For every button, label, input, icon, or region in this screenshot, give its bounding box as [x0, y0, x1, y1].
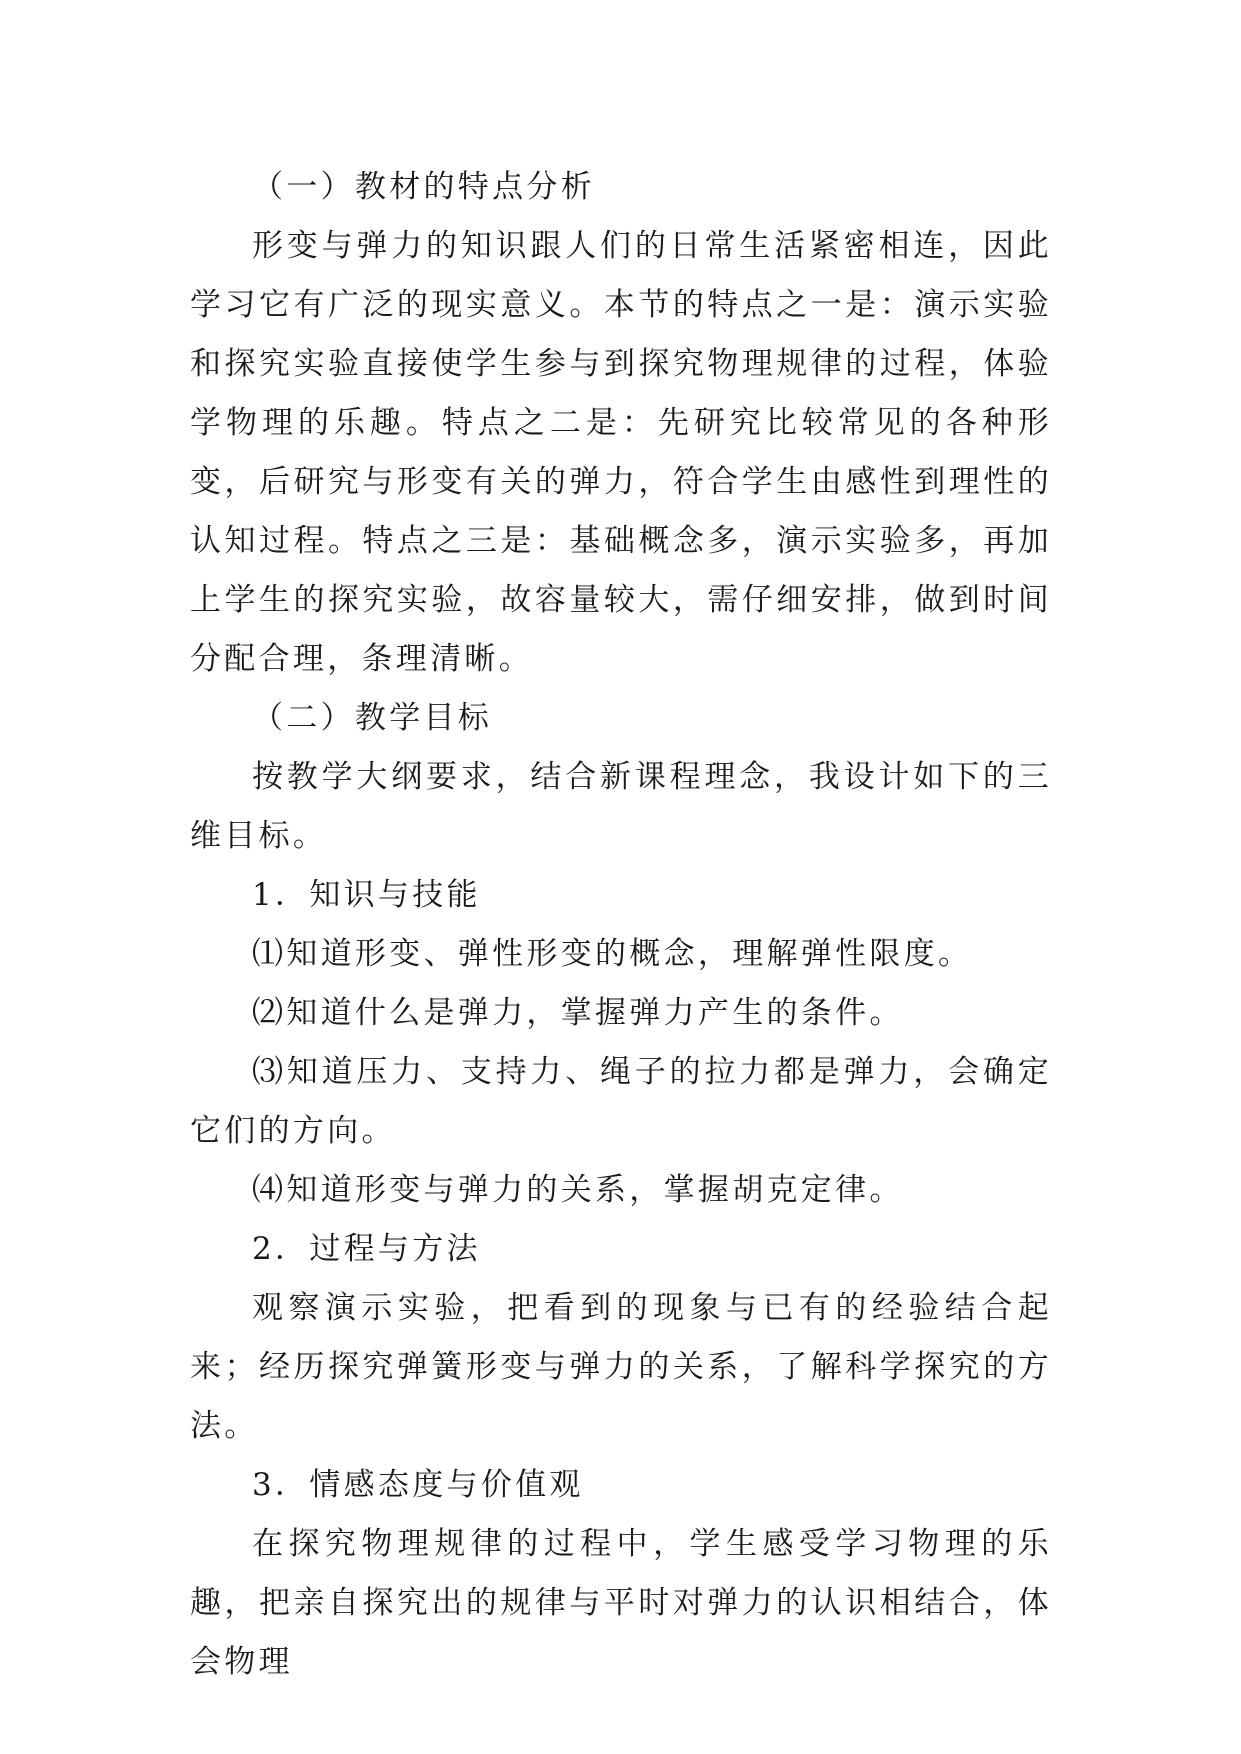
- section2-intro: 按教学大纲要求，结合新课程理念，我设计如下的三维目标。: [190, 759, 1052, 854]
- section1-heading: （一）教材的特点分析: [252, 169, 595, 205]
- goal2-paragraph: 观察演示实验，把看到的现象与已有的经验结合起来；经历探究弹簧形变与弹力的关系，了解科学探究的方法。: [190, 1290, 1052, 1444]
- section1-paragraph: 形变与弹力的知识跟人们的日常生活紧密相连，因此学习它有广泛的现实意义。本节的特点之一是：演示实验和探究实验直接使学生参与到探究物理规律的过程，体验学物理的乐趣。特点之二是：先研究比较常见的各种形变，后研究与形变有关的弹力，符合学生由感性到理性的认知过程。特点之三是：基础概念多，演示实验多，再加上学生的探究实验，故容量较大，需仔细安排，做到时间分配合理，条理清晰。: [190, 228, 1052, 677]
- goal2-heading: 2．过程与方法: [252, 1231, 481, 1267]
- goal1-heading: 1．知识与技能: [252, 877, 481, 913]
- goal3-heading: 3．情感态度与价值观: [252, 1467, 584, 1503]
- goal1-item-2: ⑵知道什么是弹力，掌握弹力产生的条件。: [252, 995, 904, 1031]
- goal1-item-3: ⑶知道压力、支持力、绳子的拉力都是弹力，会确定它们的方向。: [190, 1054, 1052, 1149]
- document-body: [190, 158, 1052, 1692]
- goal3-paragraph: 在探究物理规律的过程中，学生感受学习物理的乐趣，把亲自探究出的规律与平时对弹力的认识相结合，体会物理: [190, 1526, 1052, 1680]
- section2-heading: （二）教学目标: [252, 700, 493, 736]
- goal1-item-1: ⑴知道形变、弹性形变的概念，理解弹性限度。: [252, 936, 973, 972]
- goal1-item-4: ⑷知道形变与弹力的关系，掌握胡克定律。: [252, 1172, 904, 1208]
